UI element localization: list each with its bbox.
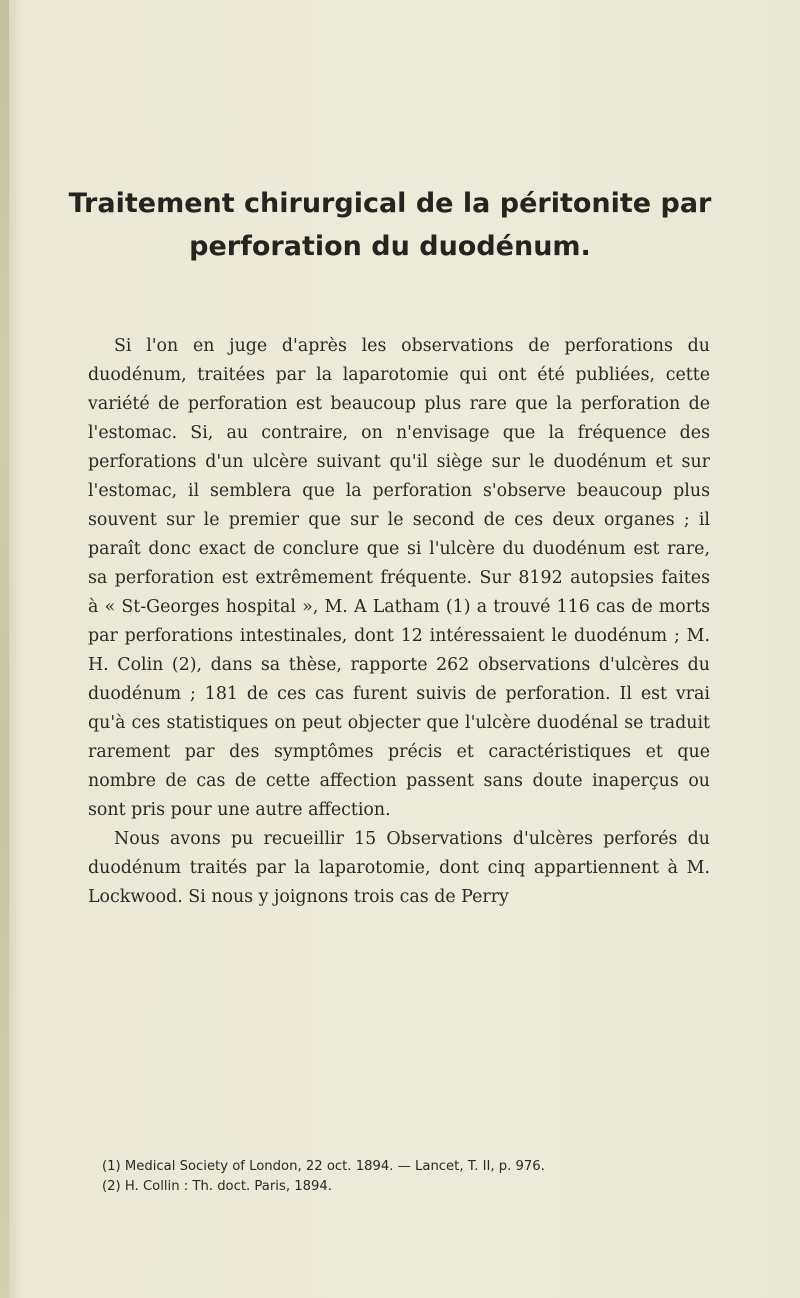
body-text bbox=[88, 332, 710, 912]
footnotes bbox=[102, 1157, 712, 1197]
chapter-title-line-2: perforation du duodénum. bbox=[189, 231, 591, 262]
page-binding-edge bbox=[0, 0, 9, 1298]
footnote-2: (2) H. Collin : Th. doct. Paris, 1894. bbox=[102, 1179, 332, 1194]
chapter-title bbox=[60, 182, 720, 268]
chapter-title-line-1: Traitement chirurgical de la péritonite par bbox=[68, 188, 712, 219]
paragraph-1: Si l'on en juge d'après les observations de perforations du duodénum, traitées par la laparotomie qui ont été publiées, cette variété de perforation est beaucoup plus rare que la perforation de l'estomac. Si, au contraire, on n'envisage que la fréquence des perforations d'un ulcère suivant qu'il siège sur le duodénum et sur l'estomac, il semblera que la perforation s'observe beaucoup plus souvent sur le premier que sur le second de ces deux organes ; il paraît donc exact de conclure que si l'ulcère du duodénum est rare, sa perforation est extrêmement fréquente. Sur 8192 autopsies faites à « St-Georges hospital », M. A Latham (1) a trouvé 116 cas de morts par perforations intestinales, dont 12 intéressaient le duodénum ; M. H. Colin (2), dans sa thèse, rapporte 262 observations d'ulcères du duodénum ; 181 de ces cas furent suivis de perforation. Il est vrai qu'à ces statistiques on peut objecter que l'ulcère duodénal se traduit rarement par des symptômes précis et caractéristiques et que nombre de cas de cette affection passent sans doute inaperçus ou sont pris pour une autre affection. bbox=[88, 336, 710, 820]
footnote-1: (1) Medical Society of London, 22 oct. 1894. — Lancet, T. II, p. 976. bbox=[102, 1159, 545, 1174]
paragraph-2: Nous avons pu recueillir 15 Observations d'ulcères perforés du duodénum traités par la laparotomie, dont cinq appartiennent à M. Lockwood. Si nous y joignons trois cas de Perry bbox=[88, 829, 710, 907]
